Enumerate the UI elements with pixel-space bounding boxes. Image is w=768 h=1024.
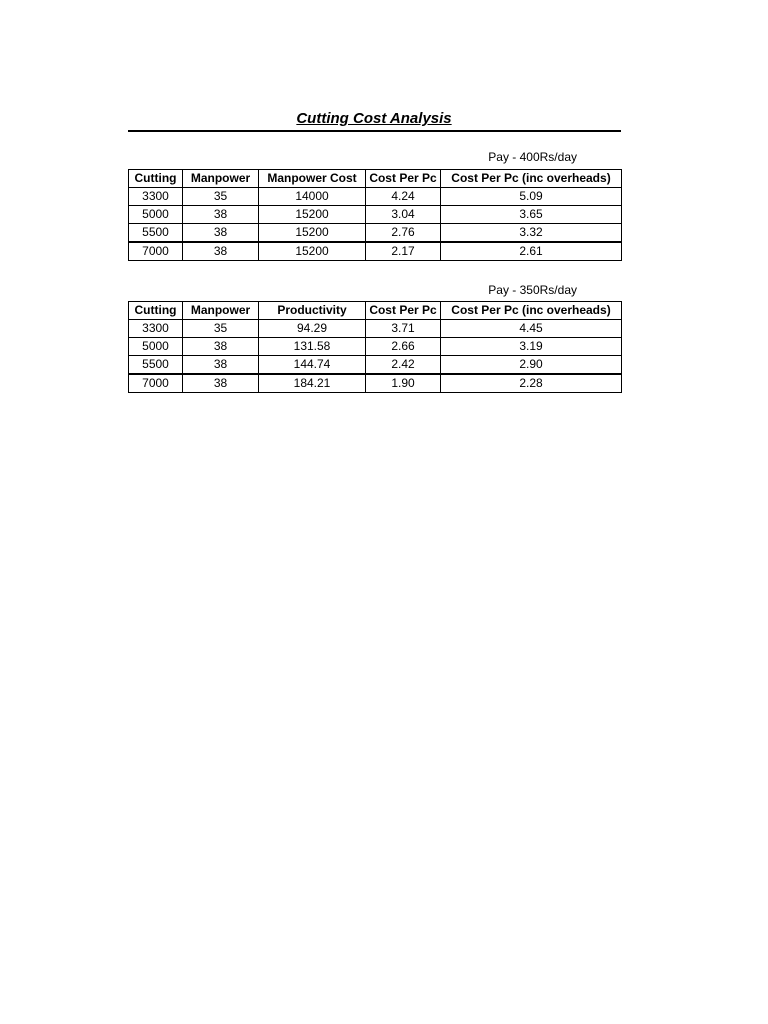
table-cell: 131.58 xyxy=(259,338,366,356)
table-cell: 3.71 xyxy=(366,320,441,338)
table-cell: 15200 xyxy=(259,224,366,243)
table-cell: 2.61 xyxy=(441,242,622,261)
table-cell: 3300 xyxy=(129,320,183,338)
table-cell: 38 xyxy=(183,206,259,224)
table-cell: 144.74 xyxy=(259,356,366,375)
table-cell: 7000 xyxy=(129,374,183,393)
table-cell: 3.19 xyxy=(441,338,622,356)
table-row xyxy=(129,224,622,243)
table-cell: 2.42 xyxy=(366,356,441,375)
table-cell: 3.65 xyxy=(441,206,622,224)
table-row xyxy=(129,356,622,375)
table-cell: 5500 xyxy=(129,356,183,375)
table-cell: 14000 xyxy=(259,188,366,206)
document-title: Cutting Cost Analysis xyxy=(296,110,452,127)
table-header-row xyxy=(129,302,622,320)
table-row xyxy=(129,206,622,224)
table-cell: 38 xyxy=(183,242,259,261)
table-cell: 38 xyxy=(183,224,259,243)
table-cell: 5000 xyxy=(129,338,183,356)
col-header-cost-per-pc: Cost Per Pc xyxy=(366,302,441,320)
table-cell: 184.21 xyxy=(259,374,366,393)
table-cell: 5000 xyxy=(129,206,183,224)
table-cell: 3.04 xyxy=(366,206,441,224)
table-row xyxy=(129,374,622,393)
table-cell: 15200 xyxy=(259,242,366,261)
table-cell: 38 xyxy=(183,338,259,356)
table-cell: 5.09 xyxy=(441,188,622,206)
table-cell: 4.45 xyxy=(441,320,622,338)
table-cell: 4.24 xyxy=(366,188,441,206)
cost-table-400 xyxy=(128,169,622,261)
table-cell: 38 xyxy=(183,374,259,393)
col-header-cost-per-pc: Cost Per Pc xyxy=(366,170,441,188)
table-cell: 2.17 xyxy=(366,242,441,261)
table-cell: 1.90 xyxy=(366,374,441,393)
table-cell: 2.76 xyxy=(366,224,441,243)
table-cell: 15200 xyxy=(259,206,366,224)
col-header-manpower-cost: Manpower Cost xyxy=(259,170,366,188)
pay-label-400: Pay - 400Rs/day xyxy=(488,150,577,164)
table-cell: 3300 xyxy=(129,188,183,206)
title-divider xyxy=(128,130,621,132)
col-header-cost-per-pc-overheads: Cost Per Pc (inc overheads) xyxy=(441,302,622,320)
table-cell: 2.90 xyxy=(441,356,622,375)
table-row xyxy=(129,338,622,356)
table-row xyxy=(129,242,622,261)
table-row xyxy=(129,188,622,206)
table-cell: 3.32 xyxy=(441,224,622,243)
table-cell: 35 xyxy=(183,188,259,206)
table-header-row xyxy=(129,170,622,188)
col-header-productivity: Productivity xyxy=(259,302,366,320)
table-cell: 2.28 xyxy=(441,374,622,393)
table-cell: 2.66 xyxy=(366,338,441,356)
col-header-manpower: Manpower xyxy=(183,302,259,320)
table-cell: 94.29 xyxy=(259,320,366,338)
table-row xyxy=(129,320,622,338)
col-header-cutting: Cutting xyxy=(129,170,183,188)
table-cell: 35 xyxy=(183,320,259,338)
col-header-cutting: Cutting xyxy=(129,302,183,320)
table-cell: 7000 xyxy=(129,242,183,261)
cost-table-350 xyxy=(128,301,622,393)
table-cell: 5500 xyxy=(129,224,183,243)
pay-label-350: Pay - 350Rs/day xyxy=(488,283,577,297)
col-header-cost-per-pc-overheads: Cost Per Pc (inc overheads) xyxy=(441,170,622,188)
col-header-manpower: Manpower xyxy=(183,170,259,188)
table-cell: 38 xyxy=(183,356,259,375)
